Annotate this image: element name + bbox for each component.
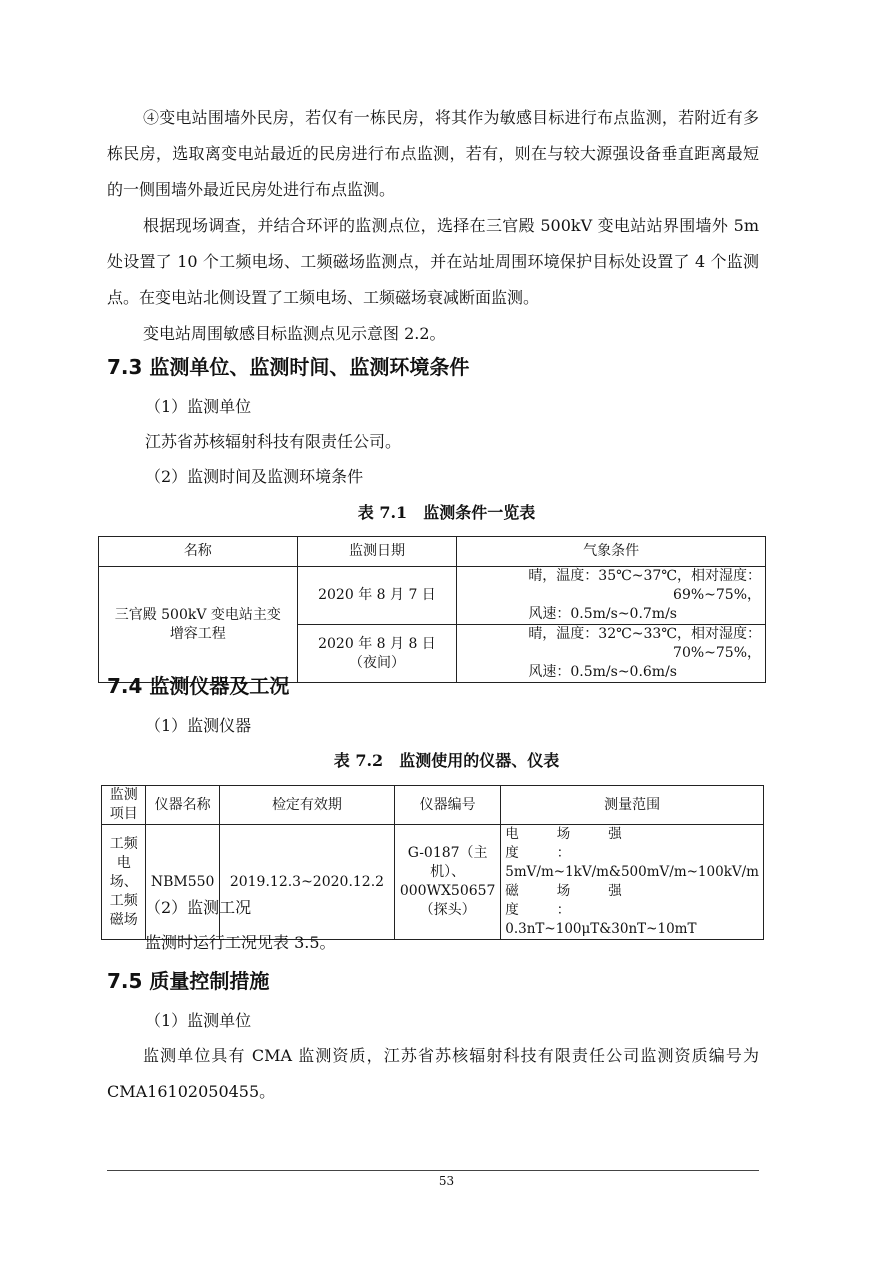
- page-number: 53: [438, 1174, 455, 1188]
- table-row: [102, 825, 764, 940]
- table-7-2-caption: 表 7.2 监测使用的仪器、仪表: [333, 751, 560, 770]
- operating-conditions-text: 监测时运行工况见表 3.5。: [145, 933, 336, 952]
- item-operating-conditions: （2）监测工况: [145, 898, 252, 917]
- instrument-number-cell: G-0187（主机）、000WX50657（探头）: [395, 825, 501, 940]
- heading-7-3: 7.3 监测单位、监测时间、监测环境条件: [107, 355, 470, 379]
- magnetic-field-label: 磁场强度：: [505, 883, 660, 918]
- paragraph-site-survey: 根据现场调查，并结合环评的监测点位，选择在三官殿 500kV 变电站站界围墙外 5m 处设置了 10 个工频电场、工频磁场监测点，并在站址周围环境保护目标处设置了 4 个监测点。在变电站北侧设置了工频电场、工频磁场衰减断面监测。: [107, 216, 759, 307]
- range-cell: [501, 825, 764, 940]
- header-date: 监测日期: [297, 537, 457, 567]
- project-name-cell: 三官殿 500kV 变电站主变增容工程: [99, 567, 298, 683]
- heading-7-4: 7.4 监测仪器及工况: [107, 674, 290, 698]
- date-note: （夜间）: [348, 654, 405, 671]
- date-text: 2020 年 8 月 7 日: [318, 587, 436, 603]
- monitor-item-cell: 工频电场、工频磁场: [102, 825, 146, 940]
- item-monitoring-unit: （1）监测单位: [145, 397, 252, 416]
- header-item: 监测项目: [102, 786, 146, 825]
- wind-line: 风速：0.5m/s~0.7m/s: [528, 606, 677, 622]
- paragraph-cma-qualification: 监测单位具有 CMA 监测资质，江苏省苏核辐射科技有限责任公司监测资质编号为 CMA16102050455。: [107, 1046, 759, 1101]
- paragraph-figure-reference: 变电站周围敏感目标监测点见示意图 2.2。: [143, 324, 446, 343]
- header-name: 名称: [99, 537, 298, 567]
- instrument-name-cell: NBM550: [146, 825, 219, 940]
- footer-divider: [107, 1170, 759, 1171]
- weather-cell: [457, 625, 766, 683]
- date-cell: [297, 567, 457, 625]
- weather-line: 晴，温度：32℃~33℃，相对湿度：70%~75%，: [528, 626, 761, 661]
- date-cell: [297, 625, 457, 683]
- electric-field-label: 电场强度：: [505, 826, 660, 861]
- wind-line: 风速：0.5m/s~0.6m/s: [528, 664, 677, 680]
- header-validity: 检定有效期: [219, 786, 394, 825]
- monitoring-unit-text: 江苏省苏核辐射科技有限责任公司。: [145, 432, 402, 451]
- header-instrument-name: 仪器名称: [146, 786, 219, 825]
- electric-field-range: 5mV/m~1kV/m&500mV/m~100kV/m: [505, 864, 759, 880]
- header-range: 测量范围: [501, 786, 764, 825]
- heading-7-5: 7.5 质量控制措施: [107, 969, 270, 993]
- table-header-row: [99, 537, 766, 567]
- date-text: 2020 年 8 月 8 日: [318, 635, 436, 652]
- table-7-1-caption: 表 7.1 监测条件一览表: [357, 503, 536, 522]
- table-header-row: [102, 786, 764, 825]
- validity-cell: 2019.12.3~2020.12.2: [219, 825, 394, 940]
- item-instruments: （1）监测仪器: [145, 716, 252, 735]
- table-row: [99, 567, 766, 625]
- table-7-1: [98, 536, 766, 683]
- header-weather: 气象条件: [457, 537, 766, 567]
- paragraph-sensitive-houses: ④变电站围墙外民房，若仅有一栋民房，将其作为敏感目标进行布点监测，若附近有多栋民房，选取离变电站最近的民房进行布点监测，若有，则在与较大源强设备垂直距离最短的一侧围墙外最近民房处进行布点监测。: [107, 108, 759, 199]
- weather-line: 晴，温度：35℃~37℃，相对湿度：69%~75%，: [528, 568, 761, 603]
- item-quality-unit: （1）监测单位: [145, 1011, 252, 1030]
- item-time-conditions: （2）监测时间及监测环境条件: [145, 467, 364, 486]
- header-instrument-number: 仪器编号: [395, 786, 501, 825]
- weather-cell: [457, 567, 766, 625]
- magnetic-field-range: 0.3nT~100μT&30nT~10mT: [505, 921, 697, 937]
